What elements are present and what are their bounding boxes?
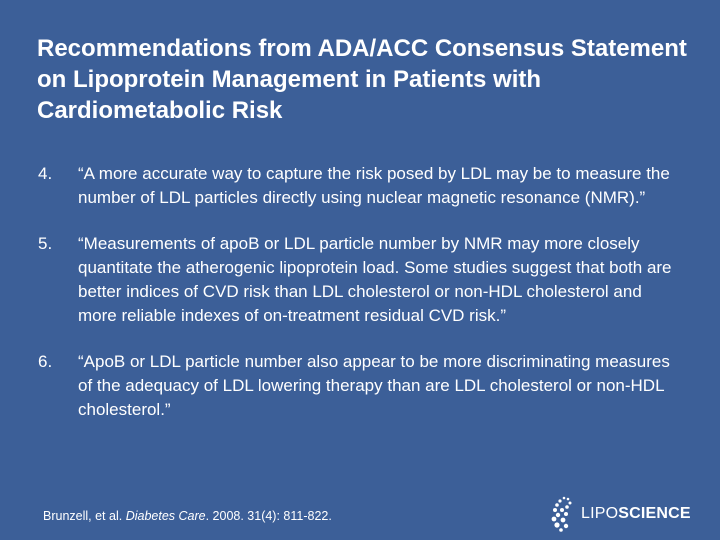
liposcience-logo xyxy=(549,496,691,532)
item-number: 6. xyxy=(38,352,53,371)
list-item xyxy=(38,162,678,210)
logo-text-light: LIPO xyxy=(581,505,619,522)
list-item xyxy=(38,350,678,422)
citation xyxy=(43,509,332,523)
logo-text xyxy=(581,505,691,523)
item-number: 5. xyxy=(38,234,53,253)
item-text: “ApoB or LDL particle number also appear to be more discriminating measures of the adequacy of LDL lowering therapy than are LDL cholesterol or non-HDL cholesterol.” xyxy=(78,352,670,419)
citation-details: . 2008. 31(4): 811-822. xyxy=(205,509,332,523)
item-text: “A more accurate way to capture the risk posed by LDL may be to measure the number of LDL particles directly using nuclear magnetic resonance (NMR).” xyxy=(78,164,670,207)
recommendation-list xyxy=(38,162,678,444)
list-item xyxy=(38,232,678,328)
slide-title: Recommendations from ADA/ACC Consensus Statement on Lipoprotein Management in Patients with Cardiometabolic Risk xyxy=(37,35,687,124)
citation-authors: Brunzell, et al. xyxy=(43,509,126,523)
logo-text-bold: SCIENCE xyxy=(618,505,691,522)
citation-journal: Diabetes Care xyxy=(125,509,206,523)
item-text: “Measurements of apoB or LDL particle number by NMR may more closely quantitate the atherogenic lipoprotein load. Some studies suggest that both are better indices of CVD risk than LDL cholesterol or non-HDL cholesterol and more reliable indexes of on-treatment residual CVD risk.” xyxy=(78,234,672,325)
item-number: 4. xyxy=(38,164,53,183)
helix-icon xyxy=(549,496,575,532)
